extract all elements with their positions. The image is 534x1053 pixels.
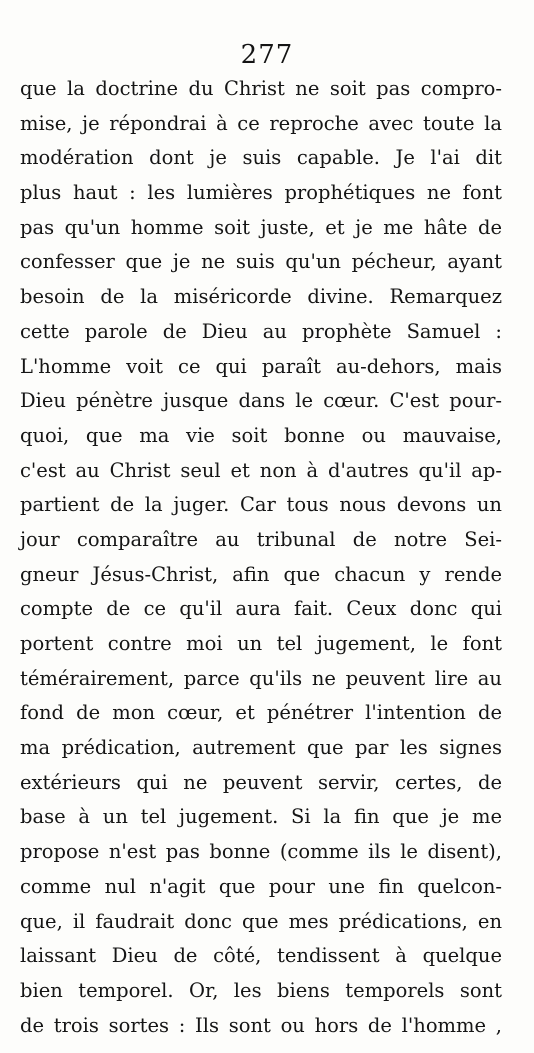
text-line: laissant Dieu de côté, tendissent à quelque [20,944,502,968]
text-line: témérairement, parce qu'ils ne peuvent lire au [20,666,502,690]
text-line: de trois sortes : Ils sont ou hors de l'homme , [20,1013,502,1037]
text-line: partient de la juger. Car tous nous devons un [20,493,502,517]
text-line: L'homme voit ce qui paraît au-dehors, mais [20,354,502,378]
text-line: modération dont je suis capable. Je l'ai dit [20,146,502,170]
text-line: mise, je répondrai à ce reproche avec toute la [20,111,502,135]
text-line: quoi, que ma vie soit bonne ou mauvaise, [20,423,502,447]
text-line: c'est au Christ seul et non à d'autres qu'il ap- [20,458,502,482]
text-line: gneur Jésus-Christ, afin que chacun y rende [20,562,502,586]
page-body-text [20,72,502,1043]
text-line: confesser que je ne suis qu'un pécheur, ayant [20,250,502,274]
text-line: pas qu'un homme soit juste, et je me hâte de [20,215,502,239]
text-line: que la doctrine du Christ ne soit pas compro- [20,77,502,100]
text-line: portent contre moi un tel jugement, le font [20,632,502,655]
text-line: base à un tel jugement. Si la fin que je me [20,805,502,829]
text-line: besoin de la miséricorde divine. Remarquez [20,285,502,309]
text-line: comme nul n'agit que pour une fin quelcon- [20,874,502,898]
page-number: 277 [240,40,294,70]
text-line: bien temporel. Or, les biens temporels sont [20,978,502,1002]
text-line: compte de ce qu'il aura fait. Ceux donc qui [20,597,502,621]
text-line: jour comparaître au tribunal de notre Sei- [20,527,502,551]
text-line: Dieu pénètre jusque dans le cœur. C'est pour- [20,389,502,413]
text-line: plus haut : les lumières prophétiques ne font [20,181,502,205]
text-line: propose n'est pas bonne (comme ils le disent), [20,840,502,864]
text-line: extérieurs qui ne peuvent servir, certes, de [20,770,502,794]
text-line: ma prédication, autrement que par les signes [20,736,502,760]
text-line: fond de mon cœur, et pénétrer l'intention de [20,701,502,725]
text-line: que, il faudrait donc que mes prédications, en [20,909,502,933]
text-line: cette parole de Dieu au prophète Samuel : [20,319,502,343]
